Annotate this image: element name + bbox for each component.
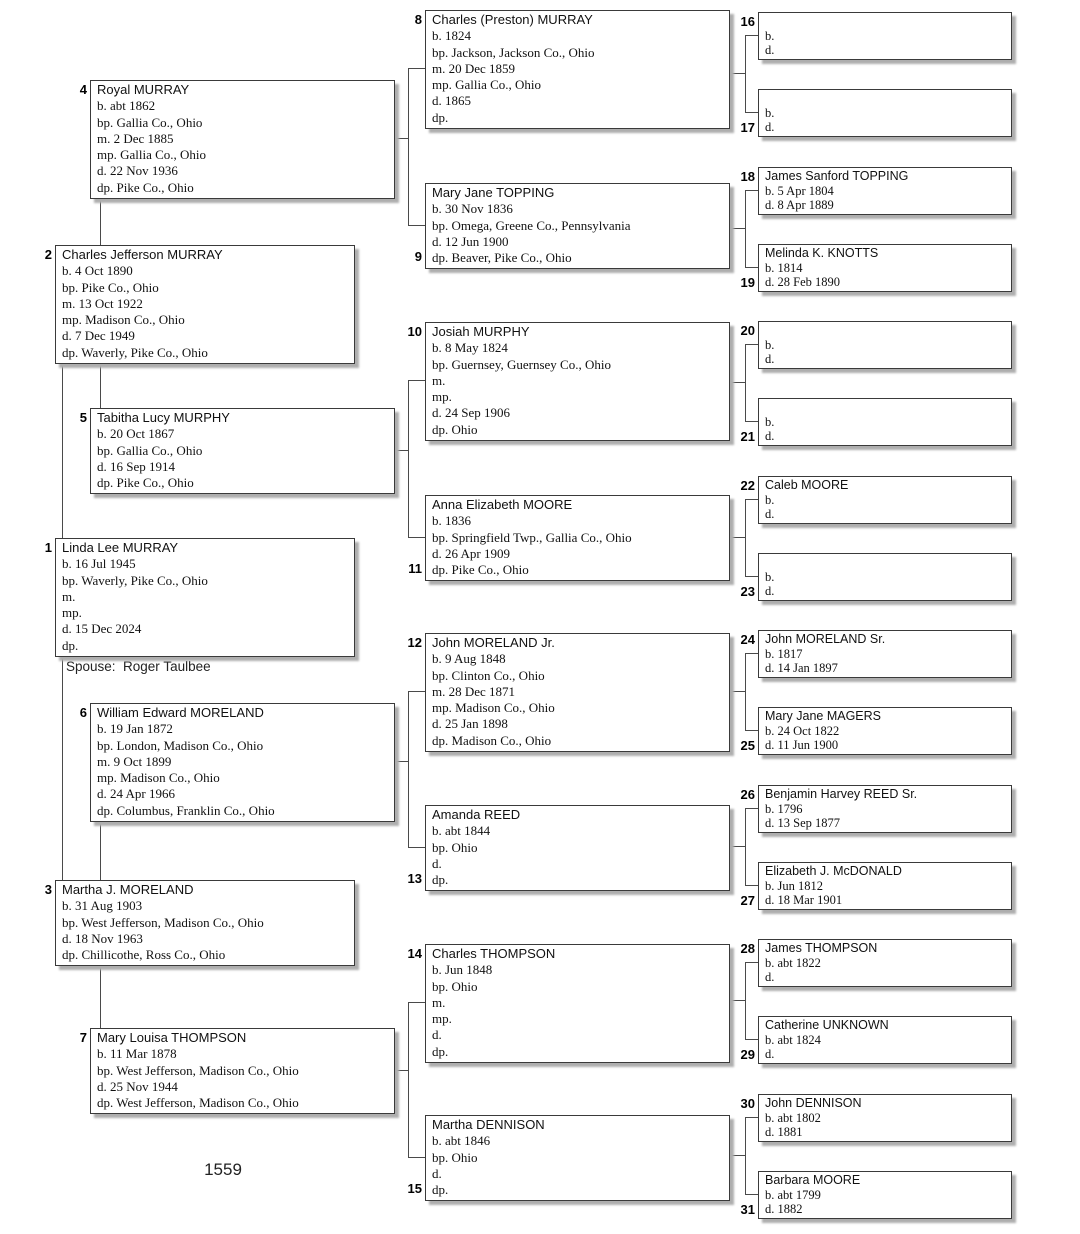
person-details: b. 30 Nov 1836 bp. Omega, Greene Co., Pennsylvania d. 12 Jun 1900 dp. Beaver, Pike Co., Ohio [432,201,631,266]
connector-line [408,380,425,381]
person-box-31[interactable] [758,1171,1012,1219]
person-number-19: 19 [740,275,755,290]
connector-line [745,1039,758,1040]
person-name: Royal MURRAY [97,82,190,97]
person-details: b. 9 Aug 1848 bp. Clinton Co., Ohio m. 28 Dec 1871 mp. Madison Co., Ohio d. 25 Jan 1898 dp. Madison Co., Ohio [432,651,555,748]
person-box-26[interactable] [758,785,1012,833]
connector-line [730,537,745,538]
person-name: Martha DENNISON [432,1117,545,1132]
person-number-23: 23 [740,584,755,599]
person-box-25[interactable] [758,707,1012,755]
connector-line [745,653,758,654]
person-name: Mary Jane MAGERS [765,709,882,723]
person-box-2[interactable] [55,245,355,364]
connector-line [408,68,409,225]
connector-line [408,1002,409,1157]
person-name: John DENNISON [765,1096,862,1110]
person-details: b. 1796 d. 13 Sep 1877 [765,801,840,831]
connector-line [745,499,746,576]
person-box-19[interactable] [758,244,1012,292]
connector-line [745,267,758,268]
person-details: b. 1817 d. 14 Jan 1897 [765,646,838,676]
person-number-15: 15 [407,1181,422,1196]
person-number-28: 28 [740,941,755,956]
person-name: Caleb MOORE [765,478,849,492]
person-box-12[interactable] [425,633,730,752]
person-details: b. abt 1824 d. [765,1032,821,1062]
person-details: b. d. [765,105,775,135]
person-box-18[interactable] [758,167,1012,215]
person-name: William Edward MORELAND [97,705,264,720]
person-name [765,323,1005,338]
person-details: b. 16 Jul 1945 bp. Waverly, Pike Co., Ohio m. mp. d. 15 Dec 2024 dp. [62,556,208,653]
person-details: b. d. [765,28,775,58]
person-name: Elizabeth J. McDONALD [765,864,902,878]
person-name: Melinda K. KNOTTS [765,246,879,260]
connector-line [730,1155,745,1156]
person-number-31: 31 [740,1202,755,1217]
person-name: James THOMPSON [765,941,878,955]
connector-line [730,228,745,229]
connector-line [730,73,745,74]
person-number-5: 5 [79,410,87,425]
person-details: b. 11 Mar 1878 bp. West Jefferson, Madison Co., Ohio d. 25 Nov 1944 dp. West Jefferson, Madison Co., Ohio [97,1046,299,1111]
person-name: John MORELAND Jr. [432,635,555,650]
person-box-6[interactable] [90,703,395,822]
person-name [765,555,1005,570]
person-number-27: 27 [740,893,755,908]
person-name: Linda Lee MURRAY [62,540,179,555]
person-name [765,91,1005,106]
person-details: b. 1814 d. 28 Feb 1890 [765,260,840,290]
connector-line [408,691,409,847]
person-details: b. Jun 1848 bp. Ohio m. mp. d. dp. [432,962,493,1059]
connector-line [395,1070,408,1071]
connector-line [408,380,409,537]
connector-line [745,808,758,809]
person-name: Tabitha Lucy MURPHY [97,410,230,425]
person-number-29: 29 [740,1047,755,1062]
connector-line [730,382,745,383]
person-details: b. abt 1802 d. 1881 [765,1110,821,1140]
person-box-11[interactable] [425,495,730,581]
person-number-3: 3 [44,882,52,897]
connector-line [745,344,758,345]
person-name: Martha J. MORELAND [62,882,194,897]
person-number-1: 1 [44,540,52,555]
person-details: b. 1824 bp. Jackson, Jackson Co., Ohio m. 20 Dec 1859 mp. Gallia Co., Ohio d. 1865 dp. [432,28,595,125]
connector-line [730,691,745,692]
connector-line [745,190,758,191]
person-box-13[interactable] [425,805,730,891]
person-box-1[interactable] [55,538,355,657]
person-box-22[interactable] [758,476,1012,524]
connector-line [745,653,746,730]
person-number-2: 2 [44,247,52,262]
person-details: b. d. [765,492,775,522]
connector-line [745,1194,758,1195]
person-number-13: 13 [407,871,422,886]
connector-line [745,1117,746,1194]
person-number-16: 16 [740,14,755,29]
person-name: John MORELAND Sr. [765,632,886,646]
person-number-18: 18 [740,169,755,184]
person-box-20[interactable] [758,321,1012,369]
connector-line [745,35,758,36]
person-number-26: 26 [740,787,755,802]
person-details: b. 1836 bp. Springfield Twp., Gallia Co., Ohio d. 26 Apr 1909 dp. Pike Co., Ohio [432,513,632,578]
person-number-21: 21 [740,429,755,444]
person-name [765,14,1005,29]
person-details: b. d. [765,337,775,367]
person-details: b. abt 1862 bp. Gallia Co., Ohio m. 2 Dec 1885 mp. Gallia Co., Ohio d. 22 Nov 1936 dp. Pike Co., Ohio [97,98,207,195]
person-box-24[interactable] [758,630,1012,678]
person-number-24: 24 [740,632,755,647]
connector-line [745,808,746,885]
person-box-30[interactable] [758,1094,1012,1142]
person-details: b. abt 1844 bp. Ohio d. dp. [432,823,491,888]
person-number-17: 17 [740,120,755,135]
connector-line [730,1000,745,1001]
person-details: b. abt 1846 bp. Ohio d. dp. [432,1133,491,1198]
person-details: b. 24 Oct 1822 d. 11 Jun 1900 [765,723,840,753]
person-box-28[interactable] [758,939,1012,987]
connector-line [745,344,746,421]
person-number-30: 30 [740,1096,755,1111]
person-name: Catherine UNKNOWN [765,1018,889,1032]
person-details: b. abt 1799 d. 1882 [765,1187,821,1217]
connector-line [745,190,746,267]
person-details: b. 31 Aug 1903 bp. West Jefferson, Madison Co., Ohio d. 18 Nov 1963 dp. Chillicothe, Ross Co., Ohio [62,898,264,963]
person-number-10: 10 [407,324,422,339]
person-number-8: 8 [414,12,422,27]
connector-line [395,761,408,762]
connector-line [408,68,425,69]
connector-line [745,1117,758,1118]
connector-line [408,1157,425,1158]
person-number-22: 22 [740,478,755,493]
person-details: b. 5 Apr 1804 d. 8 Apr 1889 [765,183,834,213]
person-box-3[interactable] [55,880,355,966]
person-name: Charles Jefferson MURRAY [62,247,223,262]
person-box-4[interactable] [90,80,395,199]
person-name: Anna Elizabeth MOORE [432,497,573,512]
person-name: Barbara MOORE [765,1173,861,1187]
connector-line [745,576,758,577]
person-number-11: 11 [408,561,422,576]
spouse-line[interactable]: Spouse: Roger Taulbee [66,659,211,674]
connector-line [745,730,758,731]
person-number-9: 9 [414,249,422,264]
connector-line [408,537,425,538]
person-number-4: 4 [79,82,87,97]
connector-line [745,885,758,886]
person-details: b. 20 Oct 1867 bp. Gallia Co., Ohio d. 16 Sep 1914 dp. Pike Co., Ohio [97,426,203,491]
person-name [765,400,1005,415]
person-name: Amanda REED [432,807,521,822]
person-number-6: 6 [79,705,87,720]
person-name: Josiah MURPHY [432,324,530,339]
person-details: b. 8 May 1824 bp. Guernsey, Guernsey Co., Ohio m. mp. d. 24 Sep 1906 dp. Ohio [432,340,611,437]
person-box-16[interactable] [758,12,1012,60]
person-box-10[interactable] [425,322,730,441]
person-details: b. 19 Jan 1872 bp. London, Madison Co., Ohio m. 9 Oct 1899 mp. Madison Co., Ohio d. 24 Apr 1966 dp. Columbus, Franklin Co., Ohio [97,721,275,818]
person-name: Charles (Preston) MURRAY [432,12,593,27]
person-number-12: 12 [407,635,422,650]
person-box-27[interactable] [758,862,1012,910]
connector-line [745,962,746,1039]
connector-line [745,499,758,500]
person-number-14: 14 [407,946,422,961]
person-details: b. 4 Oct 1890 bp. Pike Co., Ohio m. 13 Oct 1922 mp. Madison Co., Ohio d. 7 Dec 1949 dp. Waverly, Pike Co., Ohio [62,263,208,360]
person-box-9[interactable] [425,183,730,269]
person-box-8[interactable] [425,10,730,129]
connector-line [395,138,408,139]
person-box-14[interactable] [425,944,730,1063]
person-box-21[interactable] [758,398,1012,446]
person-number-25: 25 [740,738,755,753]
connector-line [408,691,425,692]
person-name: Benjamin Harvey REED Sr. [765,787,918,801]
person-name: Mary Louisa THOMPSON [97,1030,247,1045]
person-name: James Sanford TOPPING [765,169,909,183]
person-number-7: 7 [79,1030,87,1045]
connector-line [408,1002,425,1003]
person-details: b. d. [765,569,775,599]
person-name: Charles THOMPSON [432,946,556,961]
person-box-17[interactable] [758,89,1012,137]
connector-line [745,35,746,112]
connector-line [745,962,758,963]
connector-line [745,112,758,113]
page-number: 1559 [204,1160,242,1179]
person-details: b. abt 1822 d. [765,955,821,985]
connector-line [408,225,425,226]
person-box-7[interactable] [90,1028,395,1114]
person-box-5[interactable] [90,408,395,494]
person-details: b. d. [765,414,775,444]
person-box-29[interactable] [758,1016,1012,1064]
connector-line [395,450,408,451]
person-details: b. Jun 1812 d. 18 Mar 1901 [765,878,843,908]
connector-line [730,846,745,847]
person-box-15[interactable] [425,1115,730,1201]
connector-line [745,421,758,422]
person-number-20: 20 [740,323,755,338]
person-name: Mary Jane TOPPING [432,185,555,200]
connector-line [408,847,425,848]
person-box-23[interactable] [758,553,1012,601]
